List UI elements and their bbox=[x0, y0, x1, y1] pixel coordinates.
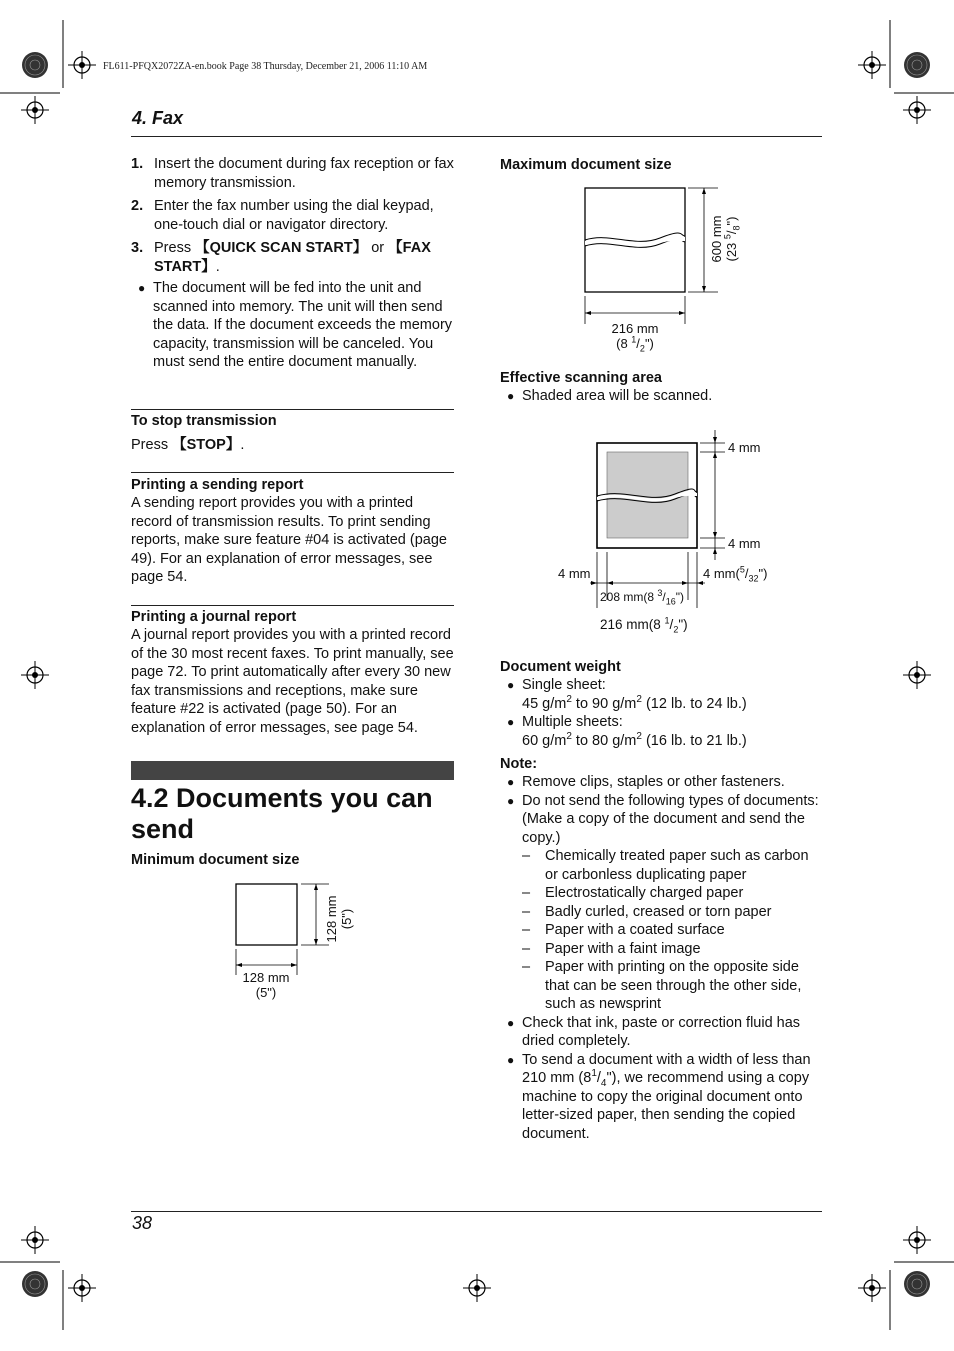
dim-text: 8 bbox=[731, 225, 742, 231]
step-text: Enter the fax number using the dial keypad, one-touch dial or navigator directory. bbox=[154, 198, 434, 233]
dash-item: Electrostatically charged paper bbox=[545, 885, 744, 901]
weight-text: (12 lb. to 24 lb.) bbox=[641, 695, 747, 712]
dim-text: 5 bbox=[739, 564, 745, 575]
dim-text: ") bbox=[758, 566, 768, 581]
dim-text: ") bbox=[675, 590, 684, 604]
outer-width-label: 216 mm(8 $^1/_2$") bbox=[600, 615, 688, 635]
stop-text: . bbox=[240, 437, 245, 453]
note-section bbox=[500, 755, 825, 1143]
step-text: Press bbox=[154, 240, 196, 256]
step-note bbox=[131, 279, 456, 372]
bullet-dot: ● bbox=[507, 1015, 515, 1030]
max-size-heading: Maximum document size bbox=[500, 157, 672, 173]
inner-width-label: 208 mm(8 $^3/_{16}$") bbox=[600, 588, 684, 607]
dim-text: ") bbox=[678, 617, 688, 632]
dim-text: ") bbox=[724, 216, 739, 226]
dim-text: 5 bbox=[722, 234, 733, 240]
dash: – bbox=[522, 922, 531, 938]
step-note-text: The document will be fed into the unit and scanned into memory. The unit will then send the data. If the document exceeds the memory capacity, transmission will be canceled. You must send the entire document manually. bbox=[153, 280, 453, 370]
note-text: 4 bbox=[600, 1077, 607, 1089]
step-number: 3. bbox=[131, 240, 144, 256]
dim-text: 216 mm(8 bbox=[600, 617, 665, 632]
dash: – bbox=[522, 848, 531, 864]
bullet-dot: ● bbox=[507, 715, 515, 729]
header-rule bbox=[131, 136, 822, 137]
min-size-heading: Minimum document size bbox=[131, 852, 300, 868]
dim-text: 32 bbox=[748, 573, 759, 584]
dash-item: Chemically treated paper such as carbon or carbonless duplicating paper bbox=[545, 848, 809, 883]
weight-text: to 90 g/m bbox=[571, 695, 637, 712]
dim-text: 4 mm( bbox=[703, 566, 740, 581]
bullet-dot: ● bbox=[507, 678, 515, 692]
weight-section bbox=[500, 658, 825, 750]
weight-list bbox=[500, 676, 825, 750]
dim-text: 1 bbox=[664, 615, 670, 626]
min-width-label bbox=[228, 970, 304, 1000]
steps-block bbox=[131, 155, 456, 372]
dim-text: 128 mm bbox=[324, 895, 339, 943]
step-3: 3. Press 【QUICK SCAN START】 or 【FAX START】. bbox=[131, 240, 431, 275]
weight-text: 2 bbox=[636, 693, 642, 705]
dim-text: 16 bbox=[665, 596, 676, 607]
stop-heading: To stop transmission bbox=[131, 413, 277, 429]
step-1 bbox=[131, 155, 456, 192]
key-fax-start: FAX START bbox=[154, 240, 431, 275]
dim-text: 128 mm bbox=[242, 970, 290, 985]
dim-text: (23 bbox=[724, 239, 739, 262]
step-text: Insert the document during fax reception or fax memory transmission. bbox=[154, 156, 454, 191]
scan-area-section bbox=[500, 369, 825, 406]
section-rule bbox=[131, 472, 454, 473]
dash-item: Paper with printing on the opposite side that can be seen through the other side, such as newsprint bbox=[545, 959, 802, 1012]
sending-report-section bbox=[131, 476, 456, 587]
step-number: 1. bbox=[131, 156, 144, 172]
dim-text: 600 mm bbox=[709, 215, 724, 263]
weight-text: 60 g/m bbox=[522, 732, 567, 749]
dash: – bbox=[522, 903, 531, 920]
min-height-label bbox=[324, 884, 354, 954]
sending-report-text: A sending report provides you with a printed record of transmission results. To print sending reports, make sure feature #04 is activated (page 49). For an explanation of error messages, see page 54. bbox=[131, 495, 447, 585]
stop-section: To stop transmission Press 【STOP】. bbox=[131, 412, 456, 455]
max-width-label: 216 mm (8 $^1/_2$") bbox=[592, 321, 678, 351]
bullet-dot: ● bbox=[507, 793, 515, 808]
stop-text: Press bbox=[131, 437, 173, 453]
weight-text: to 80 g/m bbox=[571, 732, 637, 749]
weight-text: 2 bbox=[636, 730, 642, 742]
key-quick-scan-start: QUICK SCAN START bbox=[209, 240, 353, 256]
margin-right-label: 4 $mm(^5/_{32}")$ bbox=[703, 564, 768, 584]
section-title bbox=[131, 783, 456, 845]
dash-item: Paper with a coated surface bbox=[545, 922, 725, 938]
steps-list bbox=[131, 155, 456, 276]
max-height-label: 600 mm (23 $^5/_8$") bbox=[709, 199, 739, 279]
journal-report-section bbox=[131, 608, 456, 737]
step-number: 2. bbox=[131, 198, 144, 214]
chapter-title: 4. Fax bbox=[132, 108, 184, 128]
weight-label: Single sheet: bbox=[522, 677, 606, 693]
weight-text: 45 g/m bbox=[522, 695, 567, 712]
margin-bottom-label: 4 mm bbox=[728, 536, 761, 551]
section-title-line: 4.2 Documents you can bbox=[131, 783, 433, 813]
step-text: or bbox=[367, 240, 389, 256]
scan-area-list bbox=[500, 387, 825, 406]
key-stop: STOP bbox=[186, 437, 226, 453]
note-heading: Note: bbox=[500, 756, 538, 772]
note-text: "), we recommend using a copy machine to copy the original document onto letter-sized paper, then sending the copied document. bbox=[522, 1070, 810, 1142]
step-2 bbox=[131, 197, 456, 234]
journal-report-text: A journal report provides you with a printed record of the 30 most recent faxes. To print manually, see page 72. To print automatically after every 30 new fax transmissions and receptions, make sure feature #22 is activated (page 50). For an explanation of error messages, see page 54. bbox=[131, 627, 454, 736]
max-size-diagram bbox=[580, 180, 730, 330]
dim-text: 1 bbox=[631, 334, 637, 345]
dim-text: (5") bbox=[339, 908, 354, 930]
note-text: Remove clips, staples or other fasteners. bbox=[522, 774, 785, 790]
weight-label: Multiple sheets: bbox=[522, 714, 623, 730]
dash: – bbox=[522, 959, 531, 975]
bullet-dot: ● bbox=[507, 775, 515, 789]
dim-text: ") bbox=[644, 336, 654, 351]
margin-left-label: 4 mm bbox=[558, 566, 591, 581]
scan-area-text: Shaded area will be scanned. bbox=[522, 388, 713, 404]
section-bar bbox=[131, 761, 454, 780]
dim-text: 2 bbox=[639, 343, 645, 354]
dash-item: Badly curled, creased or torn paper bbox=[545, 903, 772, 920]
print-slug: FL611-PFQX2072ZA-en.book Page 38 Thursday, December 21, 2006 11:10 AM bbox=[103, 61, 428, 72]
note-text: 1 bbox=[591, 1068, 597, 1080]
dash-item: Paper with a faint image bbox=[545, 940, 701, 957]
note-text: To send a document with a width of less than 210 mm (8 bbox=[522, 1051, 811, 1086]
weight-heading: Document weight bbox=[500, 659, 621, 675]
bullet-dot: ● bbox=[138, 281, 146, 295]
section-title-line: send bbox=[131, 814, 195, 844]
section-rule bbox=[131, 409, 454, 410]
footer-rule bbox=[131, 1211, 822, 1212]
bullet-dot: ● bbox=[507, 1052, 515, 1067]
dim-text: 2 bbox=[673, 624, 679, 635]
unsuitable-paper-list bbox=[522, 847, 825, 1014]
bullet-dot: ● bbox=[507, 389, 515, 403]
weight-text: 2 bbox=[566, 730, 572, 742]
dim-text: (8 bbox=[616, 336, 632, 351]
dim-text: 3 bbox=[657, 588, 663, 598]
sending-report-heading: Printing a sending report bbox=[131, 477, 304, 493]
note-list: ● Remove clips, staples or other fasteners. ● Do not send the following types of documents: (Make a copy of the document and send the copy.) – Chemically treated paper such as carbon or carbonless duplicating paper – Electrostatically charged paper – Badly curled, creased or torn paper – Paper with a coated surface – Paper with a faint image – Paper with printing on the opposite side that can be seen through the other side, such as newsprint ● Check that ink, paste or correction fluid has dried completely. ● To send a document with a width of less than 210 mm $(8^1/_4")$, we recommend using a copy machine to copy the original document onto letter-sized paper, then sending the copied document. bbox=[500, 773, 825, 1143]
dim-text: 216 mm bbox=[611, 321, 659, 336]
margin-top-label: 4 mm bbox=[728, 440, 761, 455]
note-text: Check that ink, paste or correction fluid has dried completely. bbox=[522, 1014, 801, 1049]
dash: – bbox=[522, 940, 531, 957]
page-number: 38 bbox=[132, 1213, 153, 1233]
scan-area-heading: Effective scanning area bbox=[500, 370, 662, 386]
weight-text: (16 lb. to 21 lb.) bbox=[641, 732, 747, 749]
dash: – bbox=[522, 885, 531, 901]
dim-text: (5") bbox=[255, 985, 277, 1000]
weight-text: 2 bbox=[566, 693, 572, 705]
section-rule bbox=[131, 605, 454, 606]
dim-text: 208 mm(8 bbox=[600, 590, 658, 604]
note-text: Do not send the following types of documents: (Make a copy of the document and send the copy.) bbox=[522, 792, 819, 846]
step-text: . bbox=[215, 258, 220, 275]
journal-report-heading: Printing a journal report bbox=[131, 609, 297, 625]
